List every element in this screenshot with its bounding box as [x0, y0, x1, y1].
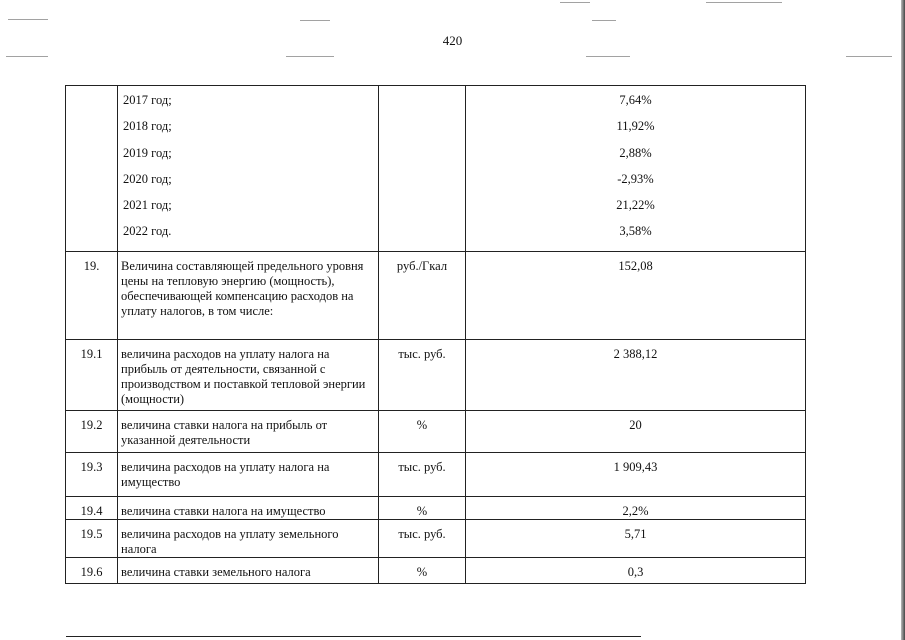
page-number: 420 — [442, 33, 463, 48]
year-label: 2021 год; — [123, 198, 172, 213]
year-label: 2018 год; — [123, 119, 172, 134]
cell-num: 19.4 — [66, 496, 118, 519]
year-value: 3,58% — [619, 224, 652, 239]
cell-name: величина ставки налога на имущество — [118, 496, 379, 519]
cell-value: 2,2% — [466, 496, 806, 519]
scan-artifact — [846, 56, 892, 57]
cell-name: величина ставки земельного налога — [118, 557, 379, 583]
cell-name: величина расходов на уплату налога на прибыль от деятельности, связанной с производством и поставкой тепловой энергии (мощности) — [118, 339, 379, 410]
table-row — [66, 452, 806, 496]
year-value: 21,22% — [616, 198, 655, 213]
table-row — [66, 519, 806, 557]
cell-num — [66, 86, 118, 252]
year-label: 2020 год; — [123, 171, 172, 186]
year-label: 2017 год; — [123, 93, 172, 107]
cell-value: 0,3 — [466, 557, 806, 583]
cell-name: величина ставки налога на прибыль от указанной деятельности — [118, 410, 379, 452]
scan-artifact — [560, 2, 590, 3]
cell-num: 19.3 — [66, 452, 118, 496]
table-row-years — [66, 86, 806, 252]
cell-years-labels — [118, 86, 379, 252]
year-value: 11,92% — [616, 119, 655, 134]
cell-num: 19.1 — [66, 339, 118, 410]
year-value: 2,88% — [619, 145, 652, 160]
table-row — [66, 496, 806, 519]
cell-value: 152,08 — [466, 251, 806, 339]
cell-name: величина расходов на уплату налога на имущество — [118, 452, 379, 496]
table-row — [66, 557, 806, 583]
cell-unit: тыс. руб. — [379, 452, 466, 496]
cell-num: 19.2 — [66, 410, 118, 452]
cell-value: 20 — [466, 410, 806, 452]
table-row — [66, 339, 806, 410]
cell-num: 19.6 — [66, 557, 118, 583]
cell-unit: тыс. руб. — [379, 519, 466, 557]
cell-unit — [379, 86, 466, 252]
bottom-rule — [66, 636, 641, 637]
scan-artifact — [6, 56, 48, 57]
scan-page-edge — [901, 0, 905, 640]
cell-name: величина расходов на уплату земельного налога — [118, 519, 379, 557]
cell-unit: тыс. руб. — [379, 339, 466, 410]
scan-artifact — [8, 19, 48, 20]
cell-unit: руб./Гкал — [379, 251, 466, 339]
table-row — [66, 251, 806, 339]
year-value: -2,93% — [617, 171, 654, 186]
cell-num: 19.5 — [66, 519, 118, 557]
year-label: 2019 год; — [123, 145, 172, 160]
scan-artifact — [286, 56, 334, 57]
scan-artifact — [586, 56, 630, 57]
table-row — [66, 410, 806, 452]
scan-artifact — [592, 20, 616, 21]
cell-unit: % — [379, 557, 466, 583]
cell-num: 19. — [66, 251, 118, 339]
cell-years-values — [466, 86, 806, 252]
cell-name: Величина составляющей предельного уровня цены на тепловую энергию (мощность), обеспечивающей компенсацию расходов на уплату налогов, в том числе: — [118, 251, 379, 339]
year-value: 7,64% — [619, 93, 652, 107]
scan-artifact — [706, 2, 782, 3]
cell-unit: % — [379, 496, 466, 519]
year-label: 2022 год. — [123, 224, 172, 239]
scan-artifact — [300, 20, 330, 21]
tariff-table — [65, 85, 806, 584]
cell-value: 2 388,12 — [466, 339, 806, 410]
cell-unit: % — [379, 410, 466, 452]
cell-value: 5,71 — [466, 519, 806, 557]
cell-value: 1 909,43 — [466, 452, 806, 496]
